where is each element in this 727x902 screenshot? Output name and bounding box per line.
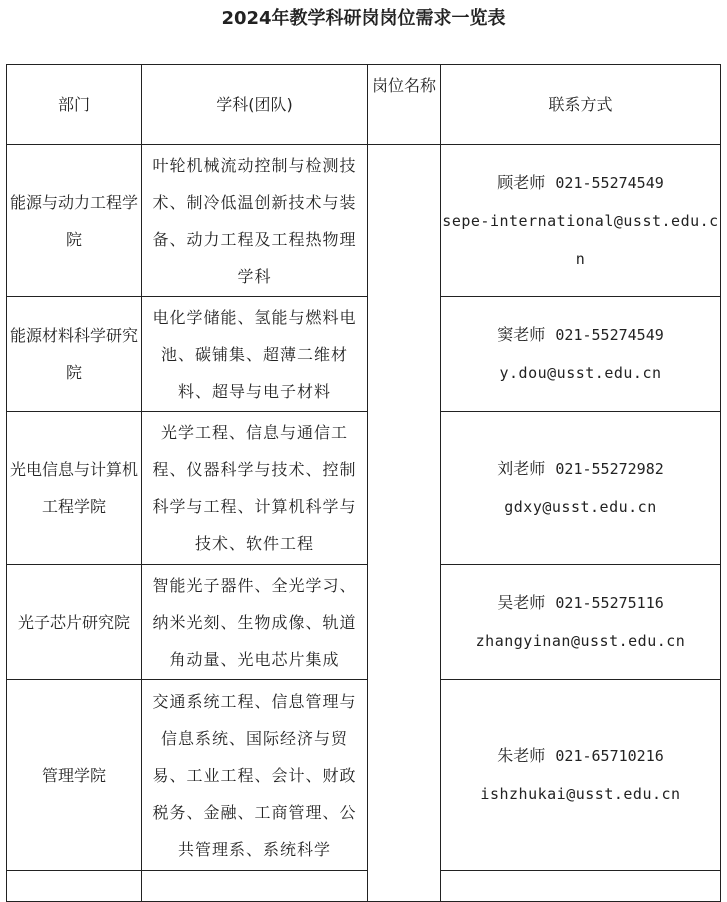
contact-email[interactable]: gdxy@usst.edu.cn	[504, 498, 657, 516]
header-subject: 学科(团队)	[142, 65, 368, 145]
contact-cell	[441, 412, 721, 565]
table-row	[7, 680, 721, 871]
post-cell	[368, 145, 441, 902]
subject-cell: 交通系统工程、信息管理与信息系统、国际经济与贸易、工业工程、会计、财政税务、金融、工商管理、公共管理系、系统科学	[142, 680, 368, 871]
contact-name: 朱老师	[497, 746, 546, 765]
contact-cell	[441, 145, 721, 297]
contact-name: 吴老师	[497, 593, 546, 612]
subject-cell: 叶轮机械流动控制与检测技术、制冷低温创新技术与装备、动力工程及工程热物理学科	[142, 145, 368, 297]
subject-cell-empty	[142, 871, 368, 902]
table-row-partial	[7, 871, 721, 902]
subject-cell: 智能光子器件、全光学习、纳米光刻、生物成像、轨道角动量、光电芯片集成	[142, 565, 368, 680]
contact-name-line	[441, 584, 720, 622]
department-cell: 管理学院	[7, 680, 142, 871]
contact-phone: 021-55275116	[555, 594, 664, 612]
contact-phone: 021-55274549	[555, 173, 664, 192]
requirements-table	[6, 64, 721, 902]
subject-cell: 光学工程、信息与通信工程、仪器科学与技术、控制科学与工程、计算机科学与技术、软件工程	[142, 412, 368, 565]
department-cell-empty	[7, 871, 142, 902]
table-row	[7, 565, 721, 680]
contact-email[interactable]: zhangyinan@usst.edu.cn	[475, 632, 686, 650]
contact-email[interactable]: y.dou@usst.edu.cn	[499, 364, 662, 382]
contact-phone: 021-55272982	[555, 460, 664, 478]
table-row	[7, 412, 721, 565]
contact-cell	[441, 680, 721, 871]
header-contact: 联系方式	[441, 65, 721, 145]
table-header-row	[7, 65, 721, 145]
department-cell: 能源材料科学研究院	[7, 297, 142, 412]
contact-email[interactable]: ishzhukai@usst.edu.cn	[480, 785, 681, 803]
contact-phone: 021-55274549	[555, 326, 664, 344]
contact-cell	[441, 565, 721, 680]
header-post: 岗位名称	[368, 65, 441, 145]
department-cell: 能源与动力工程学院	[7, 145, 142, 297]
page-title: 2024年教学科研岗岗位需求一览表	[221, 8, 506, 29]
contact-name: 刘老师	[497, 459, 546, 478]
table-row	[7, 297, 721, 412]
contact-cell	[441, 297, 721, 412]
contact-name: 顾老师	[497, 172, 546, 192]
table-row	[7, 145, 721, 297]
contact-cell-empty	[441, 871, 721, 902]
contact-name-line	[441, 316, 720, 354]
contact-name-line	[441, 450, 720, 488]
header-department: 部门	[7, 65, 142, 145]
department-cell: 光子芯片研究院	[7, 565, 142, 680]
contact-name-line	[441, 737, 720, 775]
department-cell: 光电信息与计算机工程学院	[7, 412, 142, 565]
subject-cell: 电化学储能、氢能与燃料电池、碳铺集、超薄二维材料、超导与电子材料	[142, 297, 368, 412]
contact-name-line	[441, 164, 720, 202]
contact-name: 窦老师	[497, 325, 546, 344]
contact-phone: 021-65710216	[555, 747, 664, 765]
contact-email[interactable]: sepe-international@usst.edu.cn	[442, 211, 719, 268]
